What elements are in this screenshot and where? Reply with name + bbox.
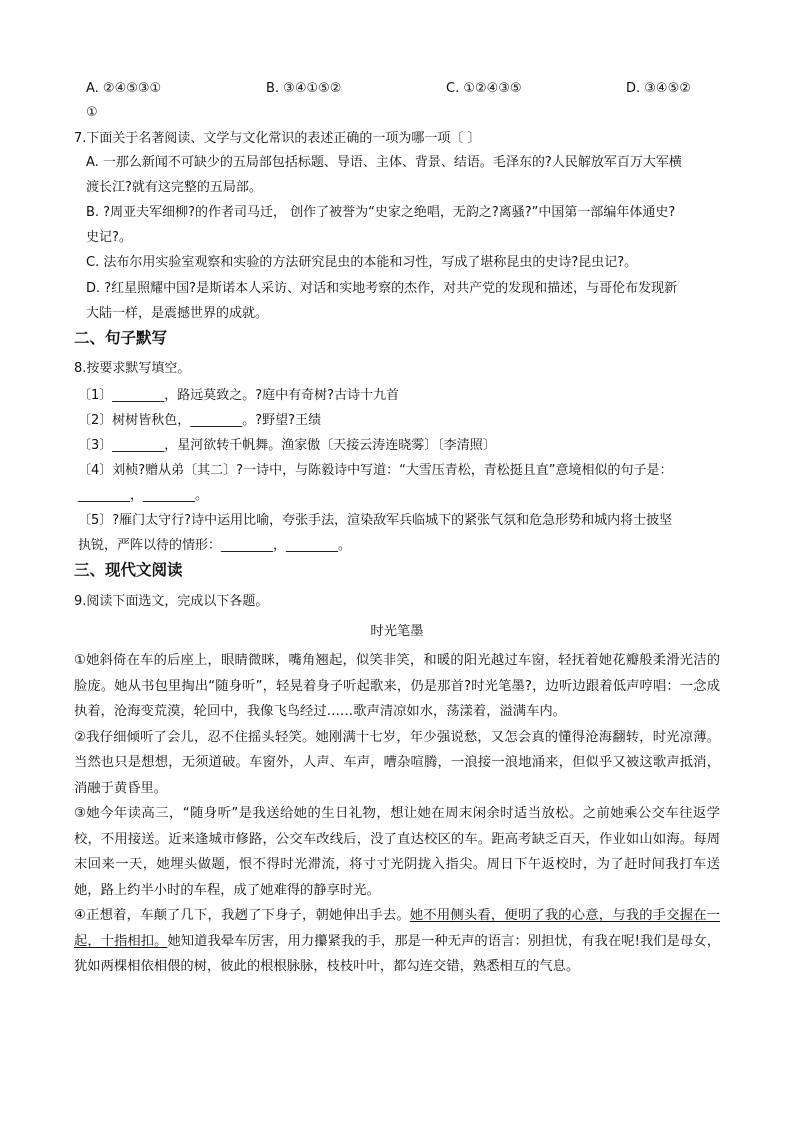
q6-option-b: B. ③④①⑤② [266, 81, 342, 96]
q8-item-1: 〔1〕________，路远莫致之。?庭中有奇树?古诗十九首 [78, 388, 400, 403]
q7-option-b-line2: 史记?。 [86, 230, 132, 245]
q7-option-a-line2: 渡长江?就有这完整的五局部。 [86, 180, 262, 195]
q8-item-4-line2: ________，________。 [78, 488, 209, 503]
q7-option-d-line1: D. ?红星照耀中国?是斯诺本人采访、对话和实地考察的杰作，对共产党的发现和描述，与哥伦布发现新 [86, 281, 678, 296]
q7-option-d-line2: 大陆一样，是震撼世界的成就。 [86, 306, 269, 321]
q8-item-2: 〔2〕树树皆秋色，________。?野望?王绩 [78, 413, 322, 428]
q7-option-b-line1: B. ?周亚夫军细柳?的作者司马迁， 创作了被誉为“史家之绝唱，无韵之?离骚?”中国第一部编年体通史? [86, 205, 676, 220]
q6-option-c: C. ①②④③⑤ [446, 81, 522, 96]
q9-stem: 9.阅读下面选文，完成以下各题。 [74, 594, 269, 609]
passage-title: 时光笔墨 [370, 624, 424, 639]
q8-item-5-line1: 〔5〕?雁门太守行?诗中运用比喻，夸张手法，渲染敌军兵临城下的紧张气氛和危急形势和城内将士披坚 [78, 513, 673, 528]
passage-paragraph-1: ①她斜倚在车的后座上，眼睛微眯，嘴角翘起，似笑非笑，和暖的阳光越过车窗，轻抚着她花瓣般柔滑光洁的脸庞。她从书包里掏出“随身听”，轻晃着身子听起歌来，仍是那首?时光笔墨?，边听边跟着低声哼唱：一念成执着，沧海变荒漠，轮回中，我像飞鸟经过……歌声清凉如水，荡漾着，溢满车内。 [74, 653, 720, 719]
q7-option-c: C. 法布尔用实验室观察和实验的方法研究昆虫的本能和习性，写成了堪称昆虫的史诗?昆虫记?。 [86, 255, 638, 270]
passage-body [74, 648, 720, 980]
q8-item-3: 〔3〕________，星河欲转千帆舞。渔家傲〔天接云涛连晓雾〕〔李清照〕 [78, 438, 496, 453]
q7-option-a-line1: A. 一那么新闻不可缺少的五局部包括标题、导语、主体、背景、结语。毛泽东的?人民解放军百万大军横 [86, 155, 682, 170]
underlined-sentence: 她不用侧头看，便明了我的心意，与我的手交握在一起，十指相扣。 [74, 908, 721, 949]
q6-option-d: D. ③④⑤② [626, 81, 691, 96]
passage-paragraph-4 [74, 903, 720, 980]
section-heading-3: 三、现代文阅读 [74, 561, 183, 579]
q6-option-d-wrap: ① [86, 105, 98, 120]
paragraph-4-lead: ④正想着，车颠了几下，我趔了下身子，朝她伸出手去。 [74, 908, 410, 923]
q7-stem: 7.下面关于名著阅读、文学与文化常识的表述正确的一项为哪一项〔 〕 [74, 131, 481, 146]
q6-option-a: A. ②④⑤③① [86, 81, 162, 96]
q8-item-5-line2: 执锐，严阵以待的情形：________，________。 [78, 538, 352, 553]
section-heading-2: 二、句子默写 [74, 329, 168, 347]
passage-paragraph-3: ③她今年读高三，“随身听”是我送给她的生日礼物，想让她在周末闲余时适当放松。之前她乘公交车往返学校，不用接送。近来逢城市修路，公交车改线后，没了直达校区的车。距高考缺乏百天，作业如山如海。每周末回来一天，她埋头做题，恨不得时光滞流，将寸寸光阴拢入指尖。周日下午返校时，为了赶时间我打车送她，路上约半小时的车程，成了她难得的静享时光。 [74, 806, 720, 898]
paragraph-4-rest: 她知道我晕车厉害，用力攥紧我的手，那是一种无声的语言：别担忧，有我在呢!我们是母女，犹如两棵相依相偎的树，彼此的根根脉脉，枝枝叶叶，都勾连交错，熟悉相互的气息。 [74, 933, 720, 974]
q8-item-4-line1: 〔4〕刘桢?赠从弟〔其二〕?一诗中，与陈毅诗中写道：“大雪压青松，青松挺且直”意境相似的句子是： [78, 463, 673, 478]
passage-paragraph-2: ②我仔细倾听了会儿，忍不住摇头轻笑。她刚满十七岁，年少强说愁，又怎会真的懂得沧海翻转，时光凉薄。当然也只是想想，无须道破。车窗外，人声、车声，嘈杂喧腾，一浪接一浪地涌来，但似乎又被这歌声抵消，消融于黄昏里。 [74, 729, 720, 796]
q8-stem: 8.按要求默写填空。 [74, 361, 191, 376]
